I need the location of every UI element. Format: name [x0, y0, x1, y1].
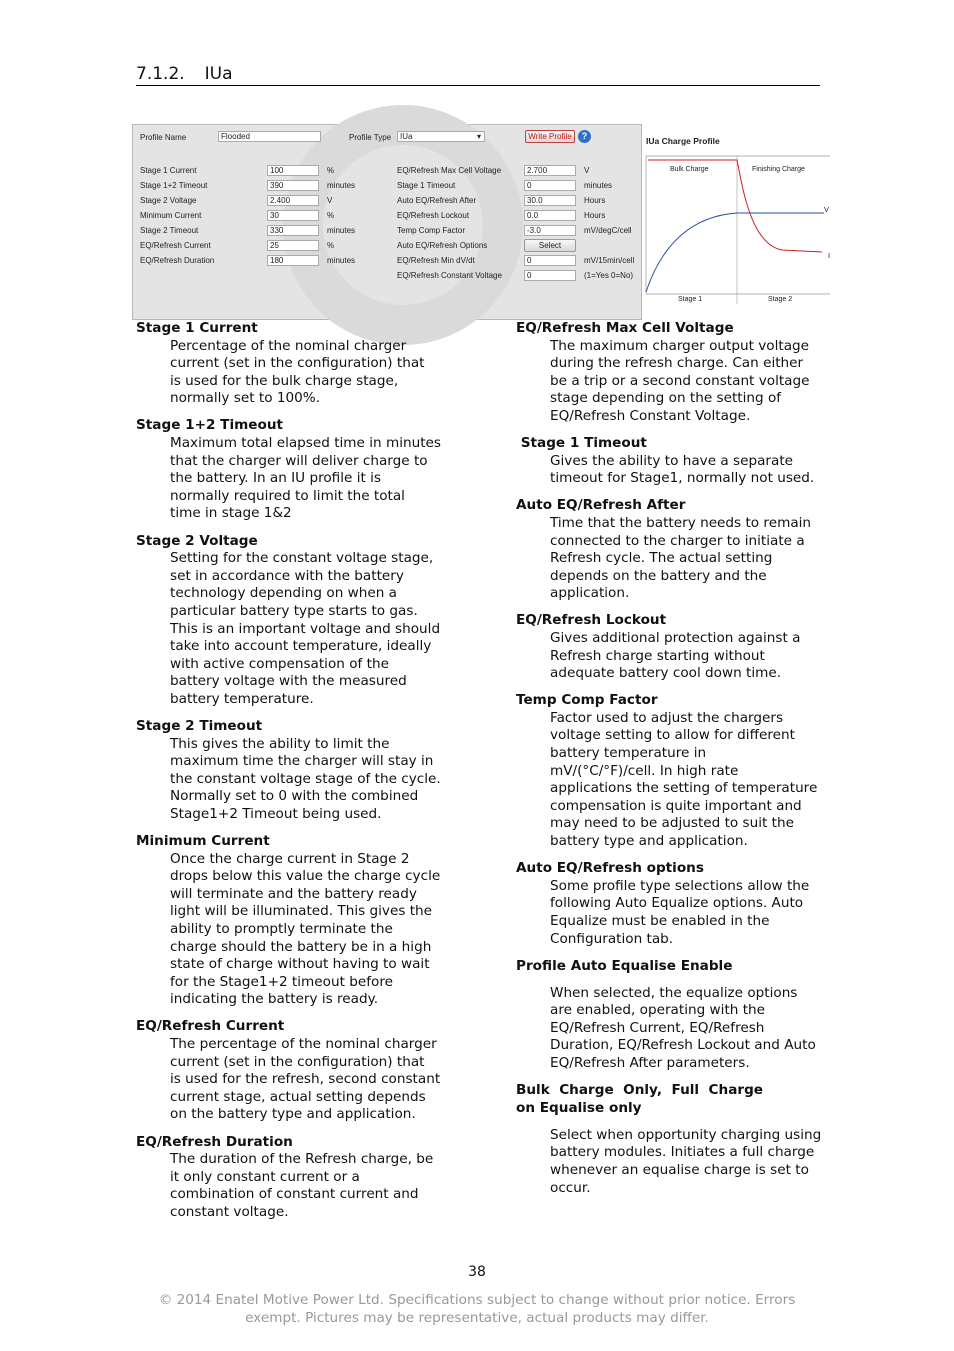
- text-line: the constant voltage stage of the cycle.: [170, 770, 441, 787]
- stage-label: Stage 1: [678, 296, 703, 303]
- setting-label: EQ/Refresh Duration: [140, 256, 215, 265]
- definition-term: Stage 2 Voltage: [136, 532, 258, 549]
- setting-input[interactable]: 390: [267, 180, 319, 191]
- text-line: whenever an equalise charge is set to: [550, 1162, 809, 1179]
- text-line: stage depending on the setting of: [550, 390, 782, 407]
- text-line: time in stage 1&2: [170, 505, 292, 522]
- right-column: [516, 320, 846, 1207]
- footer-line: © 2014 Enatel Motive Power Ltd. Specifications subject to change without prior notice. Errors: [158, 1292, 796, 1308]
- current-line: [648, 160, 822, 252]
- setting-unit: V: [584, 166, 590, 175]
- charge-profile-chart: [642, 124, 834, 310]
- setting-label: Auto EQ/Refresh After: [397, 196, 477, 205]
- setting-label: EQ/Refresh Lockout: [397, 211, 470, 220]
- text-line: Factor used to adjust the chargers: [550, 709, 784, 726]
- text-line: drops below this value the charge cycle: [170, 868, 441, 885]
- setting-label: EQ/Refresh Max Cell Voltage: [397, 166, 502, 175]
- definition-term: Temp Comp Factor: [516, 692, 658, 709]
- text-line: EQ/Refresh Constant Voltage.: [550, 407, 751, 424]
- setting-unit: minutes: [327, 181, 356, 190]
- text-line: battery temperature.: [170, 690, 314, 707]
- setting-input[interactable]: 30.0: [524, 195, 576, 206]
- setting-unit: %: [327, 211, 335, 220]
- text-line: that the charger will deliver charge to: [170, 452, 428, 469]
- definition-text: [170, 435, 466, 523]
- text-line: the battery. In an IU profile it is: [170, 470, 381, 487]
- text-line: When selected, the equalize options: [550, 984, 798, 1001]
- text-line: be a trip or a second constant voltage: [550, 372, 810, 389]
- text-line: depends on the battery and the: [550, 567, 767, 584]
- text-line: particular battery type starts to gas.: [170, 602, 418, 619]
- text-line: connected to the charger to initiate a: [550, 532, 805, 549]
- text-line: battery temperature in: [550, 745, 707, 762]
- text-line: light will be illuminated. This gives the: [170, 903, 433, 920]
- setting-unit: minutes: [327, 256, 356, 265]
- text-line: indicating the battery is ready.: [170, 991, 379, 1008]
- definition-term: Minimum Current: [136, 833, 270, 850]
- setting-input[interactable]: 25: [267, 240, 319, 251]
- section-title: IUa: [204, 64, 233, 84]
- setting-unit: %: [327, 166, 335, 175]
- definition-text: [170, 736, 466, 824]
- setting-unit: minutes: [584, 181, 613, 190]
- help-icon[interactable]: ?: [578, 130, 591, 143]
- write-profile-button[interactable]: Write Profile: [525, 130, 575, 143]
- text-line: Normally set to 0 with the combined: [170, 788, 419, 805]
- text-line: timeout for Stage1, normally not used.: [550, 470, 815, 487]
- setting-label: EQ/Refresh Current: [140, 241, 211, 250]
- profile-type-label: Profile Type: [349, 133, 392, 142]
- text-line: technology depending on when a: [170, 585, 397, 602]
- setting-label: EQ/Refresh Constant Voltage: [397, 271, 502, 280]
- setting-unit: %: [327, 241, 335, 250]
- profile-name-label: Profile Name: [140, 133, 187, 142]
- profile-settings-panel: [132, 124, 642, 320]
- setting-label: Stage 1+2 Timeout: [140, 181, 208, 190]
- setting-input[interactable]: 330: [267, 225, 319, 236]
- definition-text: [170, 550, 466, 708]
- definition-term: Stage 1 Current: [136, 320, 258, 336]
- setting-input[interactable]: 100: [267, 165, 319, 176]
- definition-term: Profile Auto Equalise Enable: [516, 957, 733, 974]
- text-line: state of charge without having to wait: [170, 956, 430, 973]
- text-line: EQ/Refresh Current, EQ/Refresh: [550, 1019, 765, 1036]
- text-line: applications the setting of temperature: [550, 780, 818, 797]
- text-line: Select when opportunity charging using: [550, 1126, 822, 1143]
- text-line: current (set in the configuration) that: [170, 355, 425, 372]
- series-label-i: I: [828, 251, 831, 260]
- text-line: application.: [550, 585, 630, 602]
- definition-term: EQ/Refresh Lockout: [516, 612, 667, 629]
- text-line: The maximum charger output voltage: [550, 337, 810, 354]
- definition-term: Auto EQ/Refresh options: [516, 860, 704, 877]
- page-number: 38: [468, 1264, 486, 1280]
- definition-text: [550, 1127, 846, 1197]
- definition-term: Auto EQ/Refresh After: [516, 497, 686, 514]
- section-heading: [136, 64, 820, 86]
- text-line: EQ/Refresh After parameters.: [550, 1055, 750, 1072]
- text-line: will terminate and the battery ready: [170, 885, 417, 902]
- text-line: Time that the battery needs to remain: [550, 514, 812, 531]
- stage-label: Stage 2: [768, 296, 793, 303]
- text-line: current (set in the configuration) that: [170, 1053, 425, 1070]
- definition-text: [170, 338, 466, 408]
- setting-label: Stage 2 Voltage: [140, 196, 197, 205]
- text-line: normally set to 100%.: [170, 390, 321, 407]
- definition-term: Stage 2 Timeout: [136, 717, 263, 734]
- text-line: charge should the battery be in a high: [170, 938, 432, 955]
- text-line: on the battery type and application.: [170, 1106, 416, 1123]
- text-line: combination of constant current and: [170, 1186, 419, 1203]
- text-line: normally required to limit the total: [170, 487, 405, 504]
- chart-svg: [642, 124, 834, 310]
- text-line: set in accordance with the battery: [170, 567, 404, 584]
- text-line: current stage, actual setting depends: [170, 1088, 426, 1105]
- text-line: Some profile type selections allow the: [550, 877, 810, 894]
- text-line: Gives the ability to have a separate: [550, 452, 794, 469]
- profile-name-input[interactable]: Flooded: [218, 131, 321, 142]
- text-line: maximum time the charger will stay in: [170, 753, 434, 770]
- definition-term: EQ/Refresh Duration: [136, 1133, 293, 1150]
- phase-label: Finishing Charge: [752, 166, 805, 173]
- definition-text: [550, 985, 846, 1073]
- setting-label: Temp Comp Factor: [397, 226, 466, 235]
- footer: [110, 1292, 844, 1327]
- text-line: Gives additional protection against a: [550, 630, 801, 646]
- text-line: constant voltage.: [170, 1203, 289, 1220]
- phase-label: Bulk Charge: [670, 166, 709, 173]
- chart-title: IUa Charge Profile: [646, 136, 720, 146]
- setting-unit: Hours: [584, 211, 606, 220]
- setting-label: Stage 1 Current: [140, 166, 197, 175]
- text-line: voltage setting to allow for different: [550, 727, 795, 744]
- setting-input[interactable]: 0.0: [524, 210, 576, 221]
- footer-line: exempt. Pictures may be representative, actual products may differ.: [245, 1309, 709, 1326]
- definition-term: Stage 1+2 Timeout: [136, 417, 284, 434]
- text-line: Configuration tab.: [550, 930, 674, 947]
- definition-text: [550, 453, 846, 488]
- setting-unit: mV/degC/cell: [584, 226, 632, 235]
- definition-term: Stage 1 Timeout: [516, 435, 647, 452]
- definition-text: [550, 878, 846, 948]
- setting-label: EQ/Refresh Min dV/dt: [397, 256, 475, 265]
- text-line: during the refresh charge. Can either: [550, 355, 804, 372]
- section-number: 7.1.2.: [136, 64, 185, 84]
- profile-type-select[interactable]: IUa ▾: [397, 131, 485, 142]
- text-line: The percentage of the nominal charger: [170, 1036, 437, 1053]
- text-line: Duration, EQ/Refresh Lockout and Auto: [550, 1037, 816, 1054]
- setting-input[interactable]: 30: [267, 210, 319, 221]
- setting-input[interactable]: -3.0: [524, 225, 576, 236]
- definition-term: EQ/Refresh Current: [136, 1018, 285, 1035]
- setting-label: Stage 1 Timeout: [397, 181, 456, 190]
- text-line: battery type and application.: [550, 833, 748, 850]
- definition-text: [550, 710, 846, 851]
- text-line: may need to be adjusted to suit the: [550, 815, 794, 832]
- setting-label: Stage 2 Timeout: [140, 226, 199, 235]
- definition-text: [170, 1151, 466, 1221]
- text-line: Refresh charge starting without: [550, 647, 765, 664]
- text-line: ability to promptly terminate the: [170, 921, 393, 937]
- text-line: adequate battery cool down time.: [550, 665, 782, 682]
- text-line: The duration of the Refresh charge, be: [170, 1151, 434, 1168]
- setting-label: Minimum Current: [140, 211, 202, 220]
- text-line: Maximum total elapsed time in minutes: [170, 435, 441, 452]
- setting-input[interactable]: 0: [524, 180, 576, 191]
- text-line: with active compensation of the: [170, 655, 389, 672]
- voltage-line: [646, 213, 824, 292]
- select-button[interactable]: Select: [524, 239, 576, 252]
- definition-text: [170, 1036, 466, 1124]
- setting-unit: V: [327, 196, 333, 205]
- text-line: is used for the bulk charge stage,: [170, 372, 399, 389]
- text-line: are enabled, operating with the: [550, 1002, 766, 1019]
- text-line: it only constant current or a: [170, 1168, 360, 1185]
- setting-label: Auto EQ/Refresh Options: [397, 241, 488, 250]
- setting-unit: minutes: [327, 226, 356, 235]
- text-line: Stage1+2 Timeout being used.: [170, 805, 382, 822]
- text-line: for the Stage1+2 timeout before: [170, 973, 393, 990]
- text-line: Equalize must be enabled in the: [550, 912, 770, 929]
- text-line: compensation is quite important and: [550, 797, 802, 814]
- text-line: Setting for the constant voltage stage,: [170, 550, 434, 567]
- text-line: battery voltage with the measured: [170, 673, 407, 690]
- definition-text: [170, 851, 466, 1009]
- setting-input[interactable]: 2.700: [524, 165, 576, 176]
- definition-text: [550, 630, 846, 683]
- series-label-v: V: [824, 205, 830, 214]
- text-line: mV/(°C/°F)/cell. In high rate: [550, 762, 739, 779]
- text-line: is used for the refresh, second constant: [170, 1071, 441, 1088]
- setting-unit: (1=Yes 0=No): [584, 271, 634, 280]
- text-line: Refresh cycle. The actual setting: [550, 550, 773, 567]
- setting-unit: mV/15min/cell: [584, 256, 635, 265]
- definition-term: EQ/Refresh Max Cell Voltage: [516, 320, 734, 336]
- left-column: [136, 320, 466, 1231]
- text-line: following Auto Equalize options. Auto: [550, 895, 804, 912]
- text-line: Once the charge current in Stage 2: [170, 850, 410, 867]
- text-line: Percentage of the nominal charger: [170, 337, 407, 354]
- setting-unit: Hours: [584, 196, 606, 205]
- text-line: occur.: [550, 1179, 591, 1196]
- text-line: This gives the ability to limit the: [170, 735, 390, 752]
- definition-text: [550, 338, 846, 426]
- setting-input[interactable]: 0: [524, 270, 576, 281]
- definition-term: Bulk Charge Only, Full Charge on Equalise only: [516, 1082, 764, 1116]
- definition-text: [550, 515, 846, 603]
- setting-input[interactable]: 0: [524, 255, 576, 266]
- text-line: take into account temperature, ideally: [170, 638, 432, 655]
- setting-input[interactable]: 2.400: [267, 195, 319, 206]
- text-line: This is an important voltage and should: [170, 620, 441, 637]
- setting-input[interactable]: 180: [267, 255, 319, 266]
- text-line: battery modules. Initiates a full charge: [550, 1144, 815, 1161]
